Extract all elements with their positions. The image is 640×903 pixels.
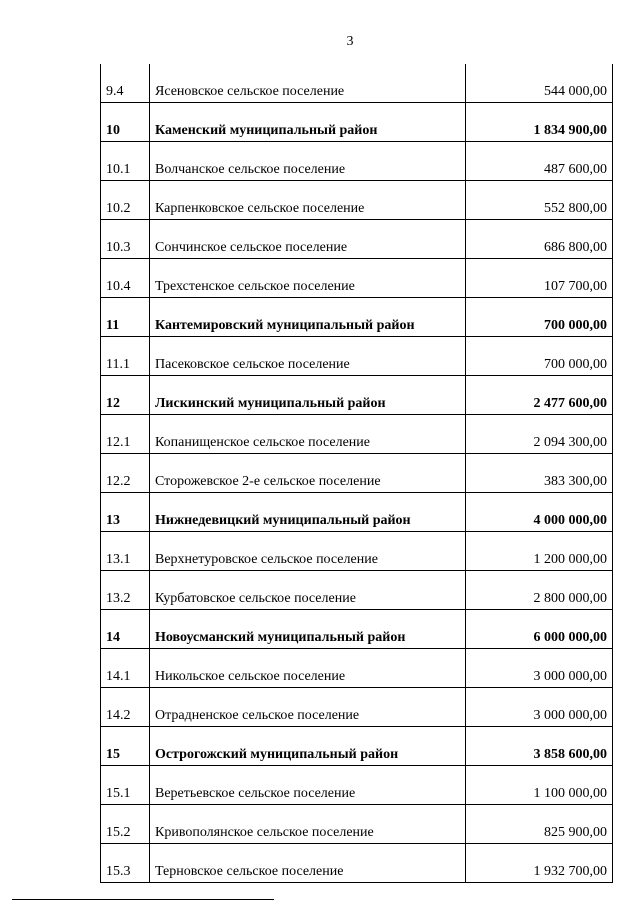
settlement-row	[101, 454, 613, 493]
amount: 700 000,00	[466, 298, 613, 337]
settlement-name: Терновское сельское поселение	[150, 844, 466, 883]
district-name: Острогожский муниципальный район	[150, 727, 466, 766]
settlement-name: Сторожевское 2-е сельское поселение	[150, 454, 466, 493]
row-number: 11	[101, 298, 150, 337]
district-row	[101, 493, 613, 532]
row-number: 12.1	[101, 415, 150, 454]
row-number: 15.2	[101, 805, 150, 844]
row-number: 15.1	[101, 766, 150, 805]
amount: 2 477 600,00	[466, 376, 613, 415]
row-number: 15.3	[101, 844, 150, 883]
table-body	[101, 64, 613, 883]
settlement-name: Кривополянское сельское поселение	[150, 805, 466, 844]
settlement-name: Верхнетуровское сельское поселение	[150, 532, 466, 571]
amount: 3 000 000,00	[466, 688, 613, 727]
settlement-row	[101, 688, 613, 727]
row-number: 11.1	[101, 337, 150, 376]
amount: 1 834 900,00	[466, 103, 613, 142]
row-number: 14.2	[101, 688, 150, 727]
row-number: 10.3	[101, 220, 150, 259]
row-number: 13.2	[101, 571, 150, 610]
settlement-row	[101, 220, 613, 259]
settlement-row	[101, 571, 613, 610]
row-number: 10	[101, 103, 150, 142]
settlement-name: Карпенковское сельское поселение	[150, 181, 466, 220]
budget-allocation-table	[100, 64, 613, 883]
amount: 383 300,00	[466, 454, 613, 493]
settlement-name: Пасековское сельское поселение	[150, 337, 466, 376]
district-row	[101, 376, 613, 415]
district-name: Каменский муниципальный район	[150, 103, 466, 142]
settlement-row	[101, 805, 613, 844]
settlement-name: Веретьевское сельское поселение	[150, 766, 466, 805]
district-name: Новоусманский муниципальный район	[150, 610, 466, 649]
settlement-row	[101, 337, 613, 376]
row-number: 13	[101, 493, 150, 532]
amount: 544 000,00	[466, 64, 613, 103]
footnote-divider	[12, 899, 274, 900]
district-row	[101, 103, 613, 142]
amount: 107 700,00	[466, 259, 613, 298]
settlement-name: Отрадненское сельское поселение	[150, 688, 466, 727]
district-row	[101, 610, 613, 649]
row-number: 10.4	[101, 259, 150, 298]
settlement-name: Курбатовское сельское поселение	[150, 571, 466, 610]
settlement-row	[101, 64, 613, 103]
row-number: 15	[101, 727, 150, 766]
amount: 1 932 700,00	[466, 844, 613, 883]
settlement-name: Трехстенское сельское поселение	[150, 259, 466, 298]
settlement-row	[101, 415, 613, 454]
row-number: 12.2	[101, 454, 150, 493]
settlement-name: Никольское сельское поселение	[150, 649, 466, 688]
row-number: 10.2	[101, 181, 150, 220]
settlement-row	[101, 142, 613, 181]
settlement-row	[101, 259, 613, 298]
amount: 1 100 000,00	[466, 766, 613, 805]
district-name: Кантемировский муниципальный район	[150, 298, 466, 337]
amount: 4 000 000,00	[466, 493, 613, 532]
page-number: 3	[346, 34, 354, 49]
district-name: Нижнедевицкий муниципальный район	[150, 493, 466, 532]
row-number: 13.1	[101, 532, 150, 571]
amount: 1 200 000,00	[466, 532, 613, 571]
amount: 2 094 300,00	[466, 415, 613, 454]
district-name: Лискинский муниципальный район	[150, 376, 466, 415]
row-number: 14.1	[101, 649, 150, 688]
settlement-name: Копанищенское сельское поселение	[150, 415, 466, 454]
district-row	[101, 298, 613, 337]
amount: 487 600,00	[466, 142, 613, 181]
district-row	[101, 727, 613, 766]
row-number: 9.4	[101, 64, 150, 103]
amount: 686 800,00	[466, 220, 613, 259]
settlement-name: Сончинское сельское поселение	[150, 220, 466, 259]
amount: 825 900,00	[466, 805, 613, 844]
settlement-row	[101, 649, 613, 688]
settlement-row	[101, 532, 613, 571]
row-number: 10.1	[101, 142, 150, 181]
settlement-name: Ясеновское сельское поселение	[150, 64, 466, 103]
amount: 6 000 000,00	[466, 610, 613, 649]
settlement-name: Волчанское сельское поселение	[150, 142, 466, 181]
settlement-row	[101, 844, 613, 883]
amount: 552 800,00	[466, 181, 613, 220]
amount: 3 000 000,00	[466, 649, 613, 688]
settlement-row	[101, 181, 613, 220]
row-number: 12	[101, 376, 150, 415]
amount: 700 000,00	[466, 337, 613, 376]
amount: 3 858 600,00	[466, 727, 613, 766]
row-number: 14	[101, 610, 150, 649]
amount: 2 800 000,00	[466, 571, 613, 610]
settlement-row	[101, 766, 613, 805]
